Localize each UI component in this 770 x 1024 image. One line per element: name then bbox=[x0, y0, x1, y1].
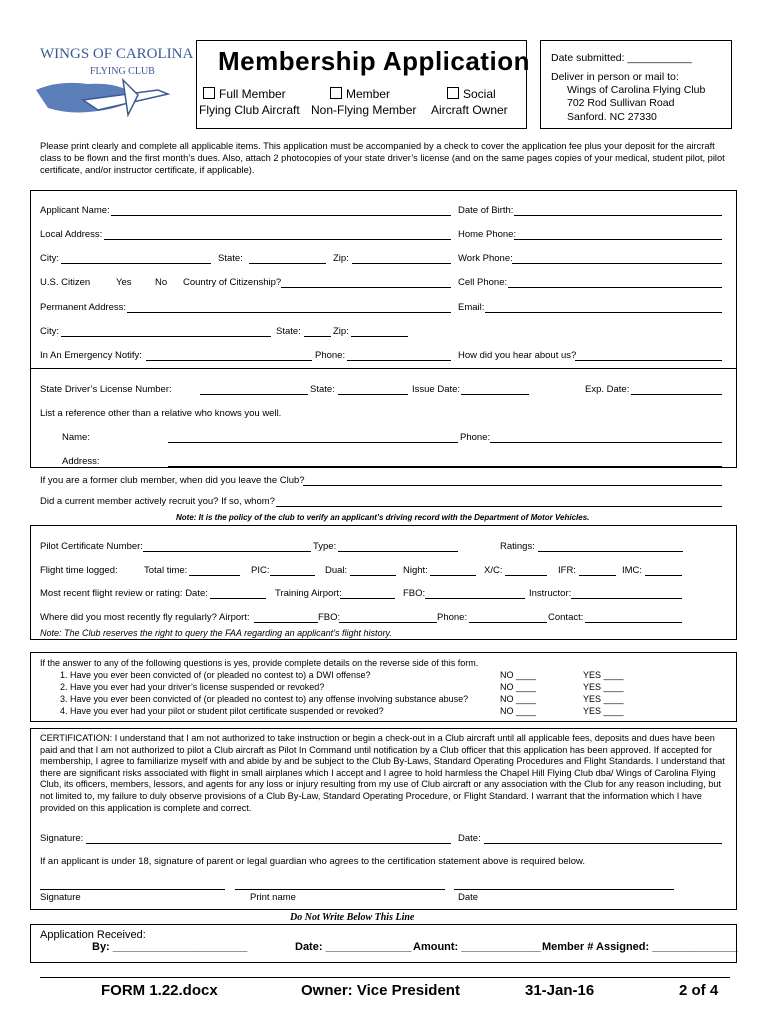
zip2-label: Zip: bbox=[333, 326, 349, 337]
recruit-field[interactable] bbox=[276, 506, 722, 507]
email-label: Email: bbox=[458, 302, 485, 313]
club-logo bbox=[28, 40, 194, 140]
permanent-address-label: Permanent Address: bbox=[40, 302, 127, 313]
emergency-phone-label: Phone: bbox=[315, 350, 346, 361]
checkbox[interactable] bbox=[330, 87, 342, 99]
citizen-yes[interactable]: Yes bbox=[116, 277, 132, 288]
reference-name-label: Name: bbox=[62, 432, 90, 443]
instructor-field[interactable] bbox=[571, 598, 682, 599]
reference-phone-field[interactable] bbox=[490, 442, 722, 443]
pilot-cert-label: Pilot Certificate Number: bbox=[40, 541, 143, 552]
guardian-signature-field[interactable] bbox=[40, 889, 225, 890]
faa-note: Note: The Club reserves the right to query the FAA regarding an applicant’s flight history. bbox=[40, 628, 392, 638]
applicant-name-field[interactable] bbox=[111, 215, 451, 216]
permanent-address-field[interactable] bbox=[127, 312, 451, 313]
pilot-type-field[interactable] bbox=[338, 551, 458, 552]
guardian-print-field[interactable] bbox=[235, 889, 445, 890]
dob-field[interactable] bbox=[514, 215, 722, 216]
fbo-phone-label: Phone: bbox=[437, 612, 468, 623]
address-line1: Wings of Carolina Flying Club bbox=[567, 84, 706, 96]
cert-date-field[interactable] bbox=[484, 843, 722, 844]
issue-date-label: Issue Date: bbox=[412, 384, 461, 395]
footer-page: 2 of 4 bbox=[679, 982, 719, 999]
applicant-name-label: Applicant Name: bbox=[40, 205, 110, 216]
city2-label: City: bbox=[40, 326, 59, 337]
answer-no[interactable]: NO ____ bbox=[500, 706, 537, 716]
former-member-field[interactable] bbox=[303, 485, 722, 486]
zip-label: Zip: bbox=[333, 253, 349, 264]
option-member[interactable]: Member bbox=[330, 87, 390, 100]
issue-date-field[interactable] bbox=[461, 394, 529, 395]
reference-name-field[interactable] bbox=[168, 442, 458, 443]
guardian-print-label: Print name bbox=[250, 892, 296, 903]
footer-date: 31-Jan-16 bbox=[525, 982, 595, 999]
ratings-field[interactable] bbox=[538, 551, 683, 552]
exp-date-field[interactable] bbox=[631, 394, 722, 395]
dual-label: Dual: bbox=[325, 565, 348, 576]
checkbox[interactable] bbox=[447, 87, 459, 99]
state-field[interactable] bbox=[249, 263, 326, 264]
citizen-no[interactable]: No bbox=[155, 277, 168, 288]
guardian-signature-label: Signature bbox=[40, 892, 81, 903]
question-item: 4. Have you ever had your pilot or student pilot certificate suspended or revoked? bbox=[60, 706, 384, 716]
heard-label: How did you hear about us? bbox=[458, 350, 577, 361]
reference-prompt: List a reference other than a relative who knows you well. bbox=[40, 408, 282, 419]
pilot-type-label: Type: bbox=[313, 541, 337, 552]
imc-field[interactable] bbox=[645, 575, 682, 576]
ifr-field[interactable] bbox=[579, 575, 616, 576]
answer-no[interactable]: NO ____ bbox=[500, 682, 537, 692]
city2-field[interactable] bbox=[61, 336, 271, 337]
emergency-field[interactable] bbox=[146, 360, 312, 361]
heard-field[interactable] bbox=[575, 360, 722, 361]
cert-date-label: Date: bbox=[458, 833, 481, 844]
imc-label: IMC: bbox=[622, 565, 643, 576]
answer-yes[interactable]: YES ____ bbox=[583, 682, 624, 692]
exp-date-label: Exp. Date: bbox=[585, 384, 630, 395]
intro-text: Please print clearly and complete all applicable items. This application must be accompanied by a check to cover the application fee plus your deposit for the aircraft class to be flown and the first month’s dues. Also, attach 2 photocopies of your state driver’s license (and on the same pages copies of your medical, student pilot, pilot certificate, and/or instructor certificate, if applicable). bbox=[40, 141, 725, 175]
question-item: 2. Have you ever had your driver’s license suspended or revoked? bbox=[60, 682, 325, 692]
dual-field[interactable] bbox=[350, 575, 396, 576]
option-social-sub: Aircraft Owner bbox=[431, 103, 508, 117]
certification-text: CERTIFICATION: I understand that I am not authorized to take instruction or begin a check-out in a Club aircraft until all applicable fees, deposits and dues have been paid and that I am not authorized to pilot a Club aircraft as Pilot In Command until notification by a Club officer that this application has been approved. If accepted for membership, I agree to familiarize myself with and abide by and be subject to the Club By-Laws, Standard Operating Procedures and Flight Standards. I understand that there are significant risks associated with flight in small airplanes which I accept and I agree to hold harmless the Chapel Hill Flying Club dba/ Wings of Carolina Flying Club, its officers, members, lessors, and agents for any loss or injury resulting from my use of Club aircraft or any association with the Club for any reason including, but not limited to, my failure to duly observe provisions of a Club By-Law, Standard Operating Procedure, or Flight Standard. I warrant that the information which I have provided on this application is complete and correct. bbox=[40, 733, 725, 813]
under18-text: If an applicant is under 18, signature of parent or legal guardian who agrees to the certification statement above is required below. bbox=[40, 856, 586, 867]
total-time-field[interactable] bbox=[189, 575, 240, 576]
guardian-date-label: Date bbox=[458, 892, 479, 903]
page-title: Membership Application bbox=[218, 46, 530, 76]
recent-review-label: Most recent flight review or rating: Date: bbox=[40, 588, 208, 599]
us-citizen-label: U.S. Citizen bbox=[40, 277, 91, 288]
email-field[interactable] bbox=[485, 312, 722, 313]
city-field[interactable] bbox=[61, 263, 211, 264]
where-fly-label: Where did you most recently fly regularly? Airport: bbox=[40, 612, 250, 623]
answer-yes[interactable]: YES ____ bbox=[583, 694, 624, 704]
fbo-field[interactable] bbox=[425, 598, 525, 599]
local-address-field[interactable] bbox=[104, 239, 451, 240]
answer-no[interactable]: NO ____ bbox=[500, 670, 537, 680]
logo-line1: WINGS OF CAROLINA bbox=[40, 46, 194, 62]
dmv-note: Note: It is the policy of the club to verify an applicant’s driving record with the Department of Motor Vehicles. bbox=[176, 513, 590, 522]
emergency-phone-field[interactable] bbox=[347, 360, 451, 361]
fbo2-label: FBO: bbox=[318, 612, 341, 623]
option-full-member[interactable]: Full Member bbox=[203, 87, 286, 100]
address-line2: 702 Rod Sullivan Road bbox=[567, 97, 675, 109]
option-social[interactable]: Social bbox=[447, 87, 496, 100]
ratings-label: Ratings: bbox=[500, 541, 535, 552]
dl-state-field[interactable] bbox=[338, 394, 408, 395]
signature-field[interactable] bbox=[86, 843, 451, 844]
fbo-phone-field[interactable] bbox=[469, 622, 547, 623]
cell-phone-field[interactable] bbox=[508, 287, 722, 288]
recent-review-field[interactable] bbox=[210, 598, 266, 599]
recruit-label: Did a current member actively recruit you? If so, whom? bbox=[40, 496, 275, 507]
received-by[interactable]: By: ______________________ bbox=[92, 941, 248, 953]
logo-line2: FLYING CLUB bbox=[90, 66, 155, 77]
fbo-label: FBO: bbox=[403, 588, 426, 599]
dob-label: Date of Birth: bbox=[458, 205, 514, 216]
zip-field[interactable] bbox=[352, 263, 451, 264]
night-label: Night: bbox=[403, 565, 428, 576]
date-submitted[interactable]: Date submitted: ___________ bbox=[551, 52, 692, 64]
emergency-label: In An Emergency Notify: bbox=[40, 350, 142, 361]
work-phone-label: Work Phone: bbox=[458, 253, 513, 264]
contact-label: Contact: bbox=[548, 612, 584, 623]
answer-yes[interactable]: YES ____ bbox=[583, 670, 624, 680]
state-label: State: bbox=[218, 253, 243, 264]
home-phone-label: Home Phone: bbox=[458, 229, 517, 240]
question-item: 1. Have you ever been convicted of (or pleaded no contest to) a DWI offense? bbox=[60, 670, 371, 680]
fbo2-field[interactable] bbox=[339, 622, 437, 623]
member-number[interactable]: Member # Assigned: ______________ bbox=[542, 941, 738, 953]
pic-field[interactable] bbox=[270, 575, 315, 576]
former-member-label: If you are a former club member, when did you leave the Club? bbox=[40, 475, 305, 486]
training-airport-label: Training Airport: bbox=[275, 588, 342, 599]
checkbox[interactable] bbox=[203, 87, 215, 99]
reference-address-label: Address: bbox=[62, 456, 100, 467]
received-amount[interactable]: Amount: _____________ bbox=[413, 941, 541, 953]
where-fly-field[interactable] bbox=[254, 622, 318, 623]
work-phone-field[interactable] bbox=[512, 263, 722, 264]
city-label: City: bbox=[40, 253, 59, 264]
pilot-cert-field[interactable] bbox=[143, 551, 311, 552]
pic-label: PIC: bbox=[251, 565, 270, 576]
contact-field[interactable] bbox=[585, 622, 682, 623]
xc-field[interactable] bbox=[505, 575, 547, 576]
xc-label: X/C: bbox=[484, 565, 503, 576]
reference-address-field[interactable] bbox=[168, 466, 722, 467]
applicant-section bbox=[30, 190, 737, 468]
address-line3: Sanford. NC 27330 bbox=[567, 111, 657, 123]
night-field[interactable] bbox=[430, 575, 476, 576]
question-item: 3. Have you ever been convicted of (or pleaded no contest to) any offense involving substance abuse? bbox=[60, 694, 469, 704]
option-member-sub: Non-Flying Member bbox=[311, 103, 417, 117]
dl-state-label: State: bbox=[310, 384, 335, 395]
flight-time-label: Flight time logged: bbox=[40, 565, 118, 576]
dl-number-label: State Driver’s License Number: bbox=[40, 384, 172, 395]
divider bbox=[31, 368, 736, 369]
office-heading: Do Not Write Below This Line bbox=[290, 912, 415, 923]
country-label: Country of Citizenship? bbox=[183, 277, 282, 288]
questions-intro: If the answer to any of the following questions is yes, provide complete details on the reverse side of this form. bbox=[40, 658, 479, 668]
ifr-label: IFR: bbox=[558, 565, 576, 576]
footer-owner: Owner: Vice President bbox=[301, 982, 460, 999]
cell-phone-label: Cell Phone: bbox=[458, 277, 508, 288]
country-field[interactable] bbox=[281, 287, 451, 288]
footer-form: FORM 1.22.docx bbox=[101, 982, 218, 999]
option-full-member-sub: Flying Club Aircraft bbox=[199, 103, 300, 117]
guardian-date-field[interactable] bbox=[454, 889, 674, 890]
received-label: Application Received: bbox=[40, 929, 146, 941]
zip2-field[interactable] bbox=[351, 336, 408, 337]
signature-label: Signature: bbox=[40, 833, 84, 844]
received-date[interactable]: Date: ______________ bbox=[295, 941, 412, 953]
total-time-label: Total time: bbox=[144, 565, 188, 576]
reference-phone-label: Phone: bbox=[460, 432, 491, 443]
home-phone-field[interactable] bbox=[514, 239, 722, 240]
answer-no[interactable]: NO ____ bbox=[500, 694, 537, 704]
local-address-label: Local Address: bbox=[40, 229, 103, 240]
dl-number-field[interactable] bbox=[200, 394, 308, 395]
state2-field[interactable] bbox=[304, 336, 331, 337]
training-airport-field[interactable] bbox=[340, 598, 395, 599]
answer-yes[interactable]: YES ____ bbox=[583, 706, 624, 716]
instructor-label: Instructor: bbox=[529, 588, 572, 599]
state2-label: State: bbox=[276, 326, 301, 337]
deliver-label: Deliver in person or mail to: bbox=[551, 71, 679, 83]
footer-rule bbox=[40, 977, 730, 978]
